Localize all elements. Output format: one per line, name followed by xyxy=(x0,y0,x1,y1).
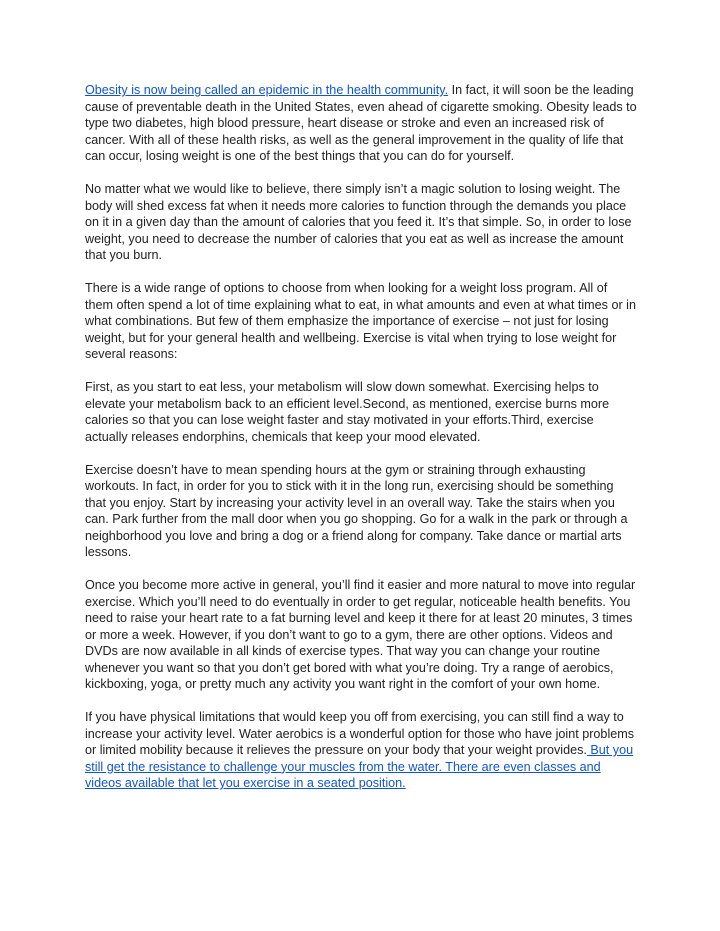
paragraph-7 xyxy=(85,709,637,792)
paragraph-3 xyxy=(85,280,637,363)
paragraph-1-link[interactable]: Obesity is now being called an epidemic in the health community. xyxy=(85,83,449,97)
paragraph-5-text: Exercise doesn’t have to mean spending hours at the gym or straining through exhausting workouts. In fact, in order for you to stick with it in the long run, exercising should be something that you enjoy. Start by increasing your activity level in an overall way. Take the stairs when you can. Park further from the mall door when you go shopping. Go for a walk in the park or through a neighborhood you love and bring a dog or a friend along for company. Take dance or martial arts lessons. xyxy=(85,462,628,559)
paragraph-7-text: If you have physical limitations that would keep you off from exercising, you can still find a way to increase your activity level. Water aerobics is a wonderful option for those who have joint problems or limited mobility because it relieves the pressure on your body that your weight provides. xyxy=(85,710,635,757)
paragraph-6 xyxy=(85,577,637,693)
paragraph-3-text: There is a wide range of options to choose from when looking for a weight loss program. All of them often spend a lot of time explaining what to eat, in what amounts and even at what times or in what combinations. But few of them emphasize the importance of exercise – not just for losing weight, but for your general health and wellbeing. Exercise is vital when trying to lose weight for several reasons: xyxy=(85,281,636,361)
paragraph-4-text: First, as you start to eat less, your metabolism will slow down somewhat. Exercising helps to elevate your metabolism back to an efficient level.Second, as mentioned, exercise burns more calories so that you can lose weight faster and stay motivated in your efforts.Third, exercise actually releases endorphins, chemicals that keep your mood elevated. xyxy=(85,380,610,444)
paragraph-2 xyxy=(85,181,637,264)
document-body xyxy=(85,82,637,808)
paragraph-2-text: No matter what we would like to believe, there simply isn’t a magic solution to losing weight. The body will shed excess fat when it needs more calories to function through the demands you place on it in a given day than the amount of calories that you feed it. It’s that simple. So, in order to lose weight, you need to decrease the number of calories that you eat as well as increase the amount that you burn. xyxy=(85,182,632,262)
paragraph-1 xyxy=(85,82,637,165)
paragraph-5 xyxy=(85,462,637,561)
paragraph-1-text: In fact, it will soon be the leading cause of preventable death in the United States, even ahead of cigarette smoking. Obesity leads to type two diabetes, high blood pressure, heart disease or stroke and even an increased risk of cancer. With all of these health risks, as well as the general improvement in the quality of life that can occur, losing weight is one of the best things that you can do for yourself. xyxy=(85,83,637,163)
paragraph-6-text: Once you become more active in general, you’ll find it easier and more natural to move into regular exercise. Which you’ll need to do eventually in order to get regular, noticeable health benefits. You need to raise your heart rate to a fat burning level and keep it there for at least 20 minutes, 3 times or more a week. However, if you don’t want to go to a gym, there are other options. Videos and DVDs are now available in all kinds of exercise types. That way you can change your routine whenever you want so that you don’t get bored with what you’re doing. Try a range of aerobics, kickboxing, yoga, or pretty much any activity you want right in the comfort of your own home. xyxy=(85,578,636,691)
paragraph-7-link[interactable]: But you still get the resistance to challenge your muscles from the water. There are even classes and videos available that let you exercise in a seated position. xyxy=(85,743,634,790)
paragraph-4 xyxy=(85,379,637,445)
